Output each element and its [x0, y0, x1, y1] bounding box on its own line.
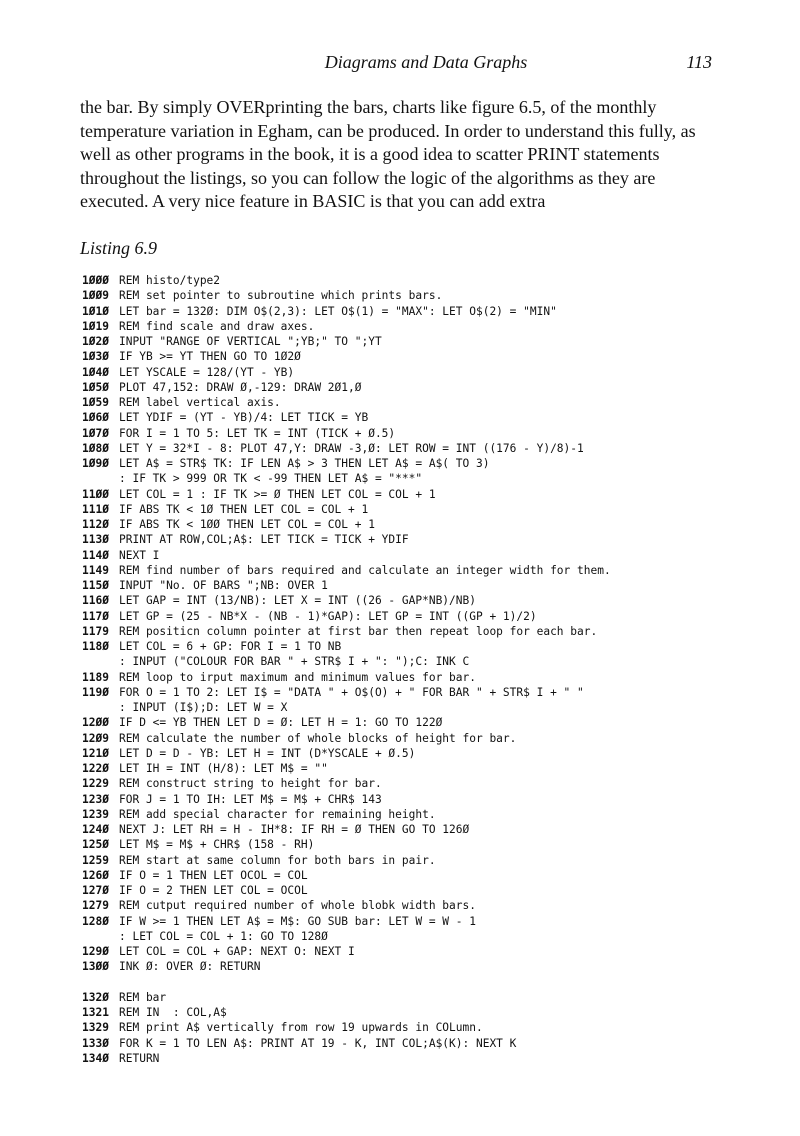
line-code: FOR K = 1 TO LEN A$: PRINT AT 19 - K, INT COL;A$(K): NEXT K — [119, 1036, 517, 1050]
body-paragraph: the bar. By simply OVERprinting the bars, charts like figure 6.5, of the monthly temperature variation in Egham, can be produced. In order to understand this fully, as well as other programs in the book, it is a good idea to scatter PRINT statements throughout the listings, so you can follow the logic of the algorithms as they are executed. A very nice feature in BASIC is that you can add extra — [80, 97, 696, 212]
line-code: REM positicn column pointer at first bar then repeat loop for each bar. — [119, 624, 598, 638]
line-code: FOR O = 1 TO 2: LET I$ = "DATA " + O$(O) + " FOR BAR " + STR$ I + " " — [119, 685, 584, 699]
line-code: LET M$ = M$ + CHR$ (158 - RH) — [119, 838, 315, 852]
listing-line — [82, 990, 762, 1005]
listing-line — [82, 959, 762, 974]
line-code: REM bar — [119, 990, 167, 1004]
line-code: LET A$ = STR$ TK: IF LEN A$ > 3 THEN LET A$ = A$( TO 3) — [119, 457, 490, 470]
line-number: 112Ø — [82, 518, 109, 531]
line-number: 1239 — [82, 807, 109, 821]
line-number: 1ØØØ — [82, 274, 109, 287]
listing-line — [82, 304, 762, 319]
line-code: FOR I = 1 TO 5: LET TK = INT (TICK + Ø.5) — [119, 426, 396, 440]
line-code: LET GAP = INT (13/NB): LET X = INT ((26 - GAP*NB)/NB) — [119, 594, 476, 608]
running-head — [80, 52, 712, 76]
line-number: 1ØØ9 — [82, 289, 109, 303]
listing-line — [82, 944, 762, 959]
line-code: REM cutput required number of whole blobk width bars. — [119, 899, 476, 913]
line-number: 127Ø — [82, 884, 109, 897]
line-code: REM histo/type2 — [119, 274, 221, 287]
listing-line — [82, 624, 762, 639]
line-code: IF YB >= YT THEN GO TO 1Ø2Ø — [119, 350, 301, 364]
line-number: 122Ø — [82, 762, 109, 775]
line-code: : INPUT ("COLOUR FOR BAR " + STR$ I + ": ");C: INK C — [119, 655, 470, 669]
listing-line — [82, 395, 762, 410]
line-code: REM find number of bars required and calculate an integer width for them. — [119, 563, 611, 577]
line-number: 11ØØ — [82, 487, 109, 501]
listing-line — [82, 487, 762, 502]
listing-line — [82, 822, 762, 837]
line-code: LET GP = (25 - NB*X - (NB - 1)*GAP): LET GP = INT ((GP + 1)/2) — [119, 609, 537, 623]
line-number: 1279 — [82, 899, 109, 913]
line-number: 1Ø5Ø — [82, 380, 109, 394]
line-number: 1Ø59 — [82, 396, 109, 409]
line-number: 114Ø — [82, 548, 109, 562]
line-number: 111Ø — [82, 502, 109, 516]
line-code: LET COL = 1 : IF TK >= Ø THEN LET COL = COL + 1 — [119, 487, 436, 501]
line-number: 128Ø — [82, 914, 109, 928]
line-code: REM add special character for remaining height. — [119, 807, 436, 821]
listing-line — [82, 593, 762, 608]
line-code: REM find scale and draw axes. — [119, 319, 315, 333]
listing-line — [82, 731, 762, 746]
listing-line — [82, 471, 762, 486]
running-title: Diagrams and Data Graphs — [324, 52, 528, 72]
line-number: 115Ø — [82, 579, 109, 592]
line-number: 1Ø7Ø — [82, 426, 109, 440]
line-code: LET YSCALE = 128/(YT - YB) — [119, 365, 295, 379]
listing-line — [82, 517, 762, 532]
listing-line — [82, 365, 762, 380]
line-number: 1229 — [82, 777, 109, 791]
line-number: 13ØØ — [82, 960, 109, 974]
listing-line — [82, 792, 762, 807]
listing-line — [82, 807, 762, 822]
listing-line — [82, 334, 762, 349]
line-number: 1Ø19 — [82, 319, 109, 333]
line-code: REM construct string to height for bar. — [119, 777, 382, 791]
line-code: REM set pointer to subroutine which prints bars. — [119, 289, 443, 303]
listing-line — [82, 639, 762, 654]
line-code: IF ABS TK < 1Ø THEN LET COL = COL + 1 — [119, 502, 369, 516]
line-code: PLOT 47,152: DRAW Ø,-129: DRAW 2Ø1,Ø — [119, 380, 362, 394]
line-number: 118Ø — [82, 640, 109, 653]
line-number: 133Ø — [82, 1036, 109, 1050]
listing-line — [82, 1036, 762, 1051]
listing-title: Listing 6.9 — [80, 238, 158, 258]
line-code: REM label vertical axis. — [119, 396, 281, 409]
line-number: 1Ø9Ø — [82, 457, 109, 470]
listing-line — [82, 273, 762, 288]
line-code: NEXT I — [119, 548, 160, 562]
line-code: LET IH = INT (H/8): LET M$ = "" — [119, 762, 328, 775]
listing-line — [82, 914, 762, 929]
line-code: REM calculate the number of whole blocks of height for bar. — [119, 731, 517, 745]
line-code: IF O = 2 THEN LET COL = OCOL — [119, 884, 308, 897]
line-number: 12Ø9 — [82, 731, 109, 745]
listing-line — [82, 776, 762, 791]
line-number: 1149 — [82, 563, 109, 577]
listing-line — [82, 761, 762, 776]
line-code: : INPUT (I$);D: LET W = X — [119, 701, 288, 714]
line-code: IF D <= YB THEN LET D = Ø: LET H = 1: GO TO 122Ø — [119, 716, 443, 730]
line-number: 1179 — [82, 624, 109, 638]
listing-line — [82, 548, 762, 563]
listing-line — [82, 349, 762, 364]
line-code: LET COL = COL + GAP: NEXT O: NEXT I — [119, 945, 355, 958]
line-number: 123Ø — [82, 792, 109, 806]
line-number: 132Ø — [82, 990, 109, 1004]
line-code: IF ABS TK < 1ØØ THEN LET COL = COL + 1 — [119, 518, 375, 531]
listing-line — [82, 532, 762, 547]
line-code: IF O = 1 THEN LET OCOL = COL — [119, 868, 308, 882]
line-code: IF W >= 1 THEN LET A$ = M$: GO SUB bar: LET W = W - 1 — [119, 914, 476, 928]
listing-line — [82, 426, 762, 441]
line-code: REM IN : COL,A$ — [119, 1006, 227, 1019]
line-code: REM print A$ vertically from row 19 upwards in COLumn. — [119, 1021, 483, 1035]
line-number: 1Ø3Ø — [82, 350, 109, 364]
line-code: REM start at same column for both bars in pair. — [119, 853, 436, 867]
line-number: 134Ø — [82, 1051, 109, 1065]
listing-line — [82, 578, 762, 593]
line-number: 1Ø2Ø — [82, 335, 109, 348]
page-number: 113 — [686, 52, 712, 72]
line-code: RETURN — [119, 1051, 160, 1065]
listing-line — [82, 883, 762, 898]
line-number: 129Ø — [82, 945, 109, 958]
line-number: 119Ø — [82, 685, 109, 699]
listing-line — [82, 700, 762, 715]
listing-line — [82, 563, 762, 578]
line-code: INPUT "No. OF BARS ";NB: OVER 1 — [119, 579, 328, 592]
line-code: INPUT "RANGE OF VERTICAL ";YB;" TO ";YT — [119, 335, 382, 348]
line-code: LET COL = 6 + GP: FOR I = 1 TO NB — [119, 640, 342, 653]
line-code: INK Ø: OVER Ø: RETURN — [119, 960, 261, 974]
line-number: 125Ø — [82, 838, 109, 852]
listing-line — [82, 685, 762, 700]
line-code: REM loop to irput maximum and minimum values for bar. — [119, 670, 476, 684]
line-number: 113Ø — [82, 533, 109, 547]
line-code: : IF TK > 999 OR TK < -99 THEN LET A$ = "***" — [119, 472, 423, 486]
listing-line — [82, 746, 762, 761]
line-code: NEXT J: LET RH = H - IH*8: IF RH = Ø THEN GO TO 126Ø — [119, 823, 470, 836]
listing-line — [82, 609, 762, 624]
listing-line — [82, 715, 762, 730]
listing-line — [82, 319, 762, 334]
line-code: LET Y = 32*I - 8: PLOT 47,Y: DRAW -3,Ø: LET ROW = INT ((176 - Y)/8)-1 — [119, 441, 584, 455]
listing-line — [82, 853, 762, 868]
line-number: 116Ø — [82, 594, 109, 608]
line-number: 1321 — [82, 1006, 109, 1019]
line-number: 121Ø — [82, 746, 109, 760]
line-number: 1Ø1Ø — [82, 304, 109, 318]
line-number: 1259 — [82, 853, 109, 867]
listing-blank-line — [82, 975, 762, 990]
line-number: 1189 — [82, 670, 109, 684]
listing-line — [82, 410, 762, 425]
line-number: 1Ø6Ø — [82, 411, 109, 425]
line-number: 1Ø4Ø — [82, 365, 109, 379]
listing-line — [82, 898, 762, 913]
listing-line — [82, 654, 762, 669]
line-number: 1Ø8Ø — [82, 441, 109, 455]
listing-line — [82, 502, 762, 517]
line-number: 124Ø — [82, 823, 109, 836]
line-number: 126Ø — [82, 868, 109, 882]
listing-line — [82, 1051, 762, 1066]
line-number: 117Ø — [82, 609, 109, 623]
listing-line — [82, 456, 762, 471]
line-code: LET YDIF = (YT - YB)/4: LET TICK = YB — [119, 411, 369, 425]
listing-line — [82, 868, 762, 883]
listing-line — [82, 441, 762, 456]
listing-line — [82, 670, 762, 685]
code-listing — [82, 273, 762, 1066]
listing-line — [82, 929, 762, 944]
line-code: PRINT AT ROW,COL;A$: LET TICK = TICK + YDIF — [119, 533, 409, 547]
listing-line — [82, 288, 762, 303]
line-number: 1329 — [82, 1021, 109, 1035]
line-code: : LET COL = COL + 1: GO TO 128Ø — [119, 929, 328, 943]
line-code: FOR J = 1 TO IH: LET M$ = M$ + CHR$ 143 — [119, 792, 382, 806]
line-code: LET bar = 132Ø: DIM O$(2,3): LET O$(1) = "MAX": LET O$(2) = "MIN" — [119, 304, 557, 318]
listing-line — [82, 380, 762, 395]
listing-line — [82, 1005, 762, 1020]
line-number: 12ØØ — [82, 716, 109, 730]
listing-line — [82, 837, 762, 852]
line-code: LET D = D - YB: LET H = INT (D*YSCALE + Ø.5) — [119, 746, 416, 760]
listing-line — [82, 1020, 762, 1035]
